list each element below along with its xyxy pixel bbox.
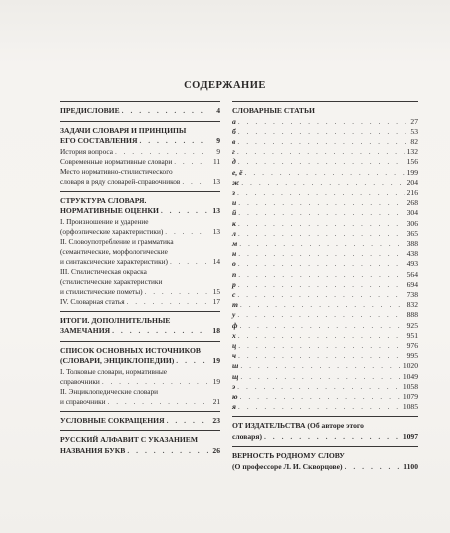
- toc-entry: [60, 147, 220, 157]
- toc-entry: [60, 157, 220, 167]
- toc-page-number: 1097: [402, 431, 418, 441]
- letter-label: а: [232, 116, 236, 126]
- toc-entry-label: II. Словоупотребление и грамматика: [60, 236, 174, 246]
- letter-entry: [232, 300, 418, 310]
- letter-label: ю: [232, 391, 238, 401]
- dot-leader: [240, 392, 401, 402]
- toc-entry-label: (СЛОВАРИ, ЭНЦИКЛОПЕДИИ): [60, 356, 175, 365]
- dot-leader: [237, 137, 406, 147]
- toc-section: [60, 101, 220, 121]
- letter-entry: [232, 198, 418, 208]
- letter-label: щ: [232, 371, 239, 381]
- toc-entry: [60, 287, 220, 297]
- letter-entry: [232, 229, 418, 239]
- page-title: СОДЕРЖАНИЕ: [184, 80, 266, 91]
- toc-page-number: 976: [406, 340, 418, 350]
- toc-page-number: 1049: [402, 371, 418, 381]
- letter-entry: [232, 178, 418, 188]
- toc-right-after: [232, 416, 418, 476]
- dot-leader: [182, 177, 208, 187]
- toc-section: [60, 121, 220, 191]
- toc-entry: [60, 297, 220, 307]
- dot-leader: [240, 300, 405, 310]
- letter-entry: [232, 137, 418, 147]
- toc-section: [232, 446, 418, 476]
- letter-label: х: [232, 330, 236, 340]
- toc-page-number: 216: [406, 187, 418, 197]
- dot-leader: [102, 377, 208, 387]
- toc-section: [60, 411, 220, 431]
- toc-section: [60, 191, 220, 311]
- letter-entry: [232, 351, 418, 361]
- dot-leader: [170, 257, 208, 267]
- toc-page-number: 199: [406, 167, 418, 177]
- toc-entry-label: УСЛОВНЫЕ СОКРАЩЕНИЯ: [60, 415, 165, 425]
- toc-entry-label: I. Толковые словари, нормативные: [60, 366, 168, 376]
- letter-label: ч: [232, 351, 236, 361]
- toc-page-number: 9: [216, 146, 220, 156]
- toc-page-number: 564: [406, 269, 418, 279]
- toc-page-number: 365: [406, 228, 418, 238]
- toc-entry-label: (орфоэпические характеристики): [60, 226, 164, 236]
- toc-page-number: 18: [212, 326, 220, 335]
- toc-heading: СЛОВАРНЫЕ СТАТЬИ: [232, 106, 315, 115]
- toc-entry: [60, 356, 220, 367]
- dot-leader: [108, 397, 208, 407]
- letter-label: в: [232, 136, 236, 146]
- dot-leader: [238, 351, 405, 361]
- letter-label: б: [232, 126, 236, 136]
- toc-page-number: 4: [216, 106, 220, 115]
- letter-entry: [232, 290, 418, 300]
- toc-entry-label: III. Стилистическая окраска: [60, 266, 147, 276]
- letter-entry: [232, 219, 418, 229]
- letter-label: з: [232, 187, 235, 197]
- toc-heading: РУССКИЙ АЛФАВИТ С УКАЗАНИЕМ: [60, 435, 199, 444]
- toc-entry-label: История вопроса: [60, 146, 113, 156]
- letter-entry: [232, 270, 418, 280]
- dot-leader: [238, 229, 405, 239]
- dot-leader: [145, 287, 208, 297]
- toc-page-number: 13: [212, 226, 220, 236]
- toc-page-number: 15: [212, 286, 220, 296]
- toc-page-number: 694: [406, 279, 418, 289]
- toc-page-number: 27: [410, 116, 418, 126]
- dot-leader: [239, 321, 404, 331]
- letter-label: к: [232, 218, 236, 228]
- dot-leader: [238, 402, 401, 412]
- dot-leader: [264, 432, 401, 443]
- dot-leader: [240, 372, 400, 382]
- letter-label: н: [232, 249, 237, 259]
- dot-leader: [245, 168, 405, 178]
- toc-page-number: 1085: [402, 402, 418, 412]
- letter-label: д: [232, 157, 236, 167]
- toc-heading: СТРУКТУРА СЛОВАРЯ.: [60, 195, 147, 205]
- letter-entry: [232, 392, 418, 402]
- dot-leader: [139, 136, 208, 147]
- toc-page-number: 925: [406, 320, 418, 330]
- toc-entry-label: (семантические, морфологические: [60, 246, 168, 256]
- dot-leader: [237, 290, 404, 300]
- toc-page-number: 53: [410, 126, 418, 136]
- dot-leader: [238, 270, 404, 280]
- toc-section: [60, 341, 220, 411]
- dot-leader: [238, 249, 404, 259]
- toc-page-number: 1079: [402, 391, 418, 401]
- toc-page-number: 1100: [403, 461, 418, 471]
- toc-entry: [60, 136, 220, 147]
- toc-page-number: 19: [212, 356, 220, 365]
- dot-leader: [237, 382, 401, 392]
- toc-page-number: 888: [406, 310, 418, 320]
- dot-leader: [238, 280, 405, 290]
- toc-entry-label: НОРМАТИВНЫЕ ОЦЕНКИ: [60, 206, 159, 215]
- toc-entry: [60, 177, 220, 187]
- letter-entry: [232, 117, 418, 127]
- dot-leader: [345, 462, 402, 473]
- toc-entry: [60, 377, 220, 387]
- dot-leader: [238, 219, 405, 229]
- toc-entry: [60, 227, 220, 237]
- toc-page-number: 304: [406, 208, 418, 218]
- toc-entry-label: Место нормативно-стилистического: [60, 166, 173, 176]
- dot-leader: [161, 206, 208, 217]
- dot-leader: [237, 188, 405, 198]
- letter-entry: [232, 402, 418, 412]
- toc-page-number: 1058: [402, 381, 418, 391]
- toc-entry: [232, 462, 418, 473]
- toc-entry: [60, 106, 220, 117]
- dot-leader: [238, 208, 404, 218]
- toc-entry-label: и синтаксические характеристики): [60, 256, 168, 266]
- letter-entry: [232, 168, 418, 178]
- toc-entry: [60, 416, 220, 427]
- dot-leader: [115, 147, 208, 157]
- toc-page-number: 82: [410, 136, 418, 146]
- letter-entry: [232, 188, 418, 198]
- dot-leader: [127, 446, 208, 457]
- letter-entry: [232, 310, 418, 320]
- letter-label: л: [232, 228, 236, 238]
- toc-page-number: 13: [212, 176, 220, 186]
- dot-leader: [239, 239, 404, 249]
- letter-entry: [232, 372, 418, 382]
- toc-entry: [232, 432, 418, 443]
- toc-page-number: 14: [212, 256, 220, 266]
- dot-leader: [237, 147, 405, 157]
- toc-page-number: 13: [212, 206, 220, 215]
- letter-index: [232, 117, 418, 417]
- letter-entry: [232, 259, 418, 269]
- toc-entry-label: I. Произношение и ударение: [60, 216, 149, 226]
- toc-page-number: 9: [216, 136, 220, 145]
- toc-entry-label: справочники: [60, 376, 100, 386]
- toc-entry: [60, 257, 220, 267]
- toc-heading: ВЕРНОСТЬ РОДНОМУ СЛОВУ: [232, 451, 345, 461]
- letter-label: о: [232, 259, 236, 269]
- dot-leader: [122, 106, 208, 117]
- letter-label: г: [232, 147, 235, 157]
- letter-label: р: [232, 279, 236, 289]
- dot-leader: [167, 416, 208, 427]
- letter-label: и: [232, 198, 237, 208]
- letter-label: т: [232, 300, 238, 310]
- toc-entry-label: IV. Словарная статья: [60, 296, 125, 306]
- toc-page-number: 204: [406, 177, 418, 187]
- letter-label: е, ё: [232, 167, 243, 177]
- toc-entry-label: словаря): [232, 431, 262, 441]
- toc-entry: [60, 397, 220, 407]
- letter-label: ц: [232, 340, 237, 350]
- letter-label: п: [232, 269, 237, 279]
- letter-label: м: [232, 238, 238, 248]
- letter-entry: [232, 331, 418, 341]
- toc-heading: СПИСОК ОСНОВНЫХ ИСТОЧНИКОВ: [60, 345, 201, 355]
- toc-right-column: [232, 101, 418, 476]
- dot-leader: [241, 178, 404, 188]
- dot-leader: [238, 127, 406, 137]
- letter-entry: [232, 341, 418, 351]
- toc-entry-label: и справочники: [60, 396, 106, 406]
- toc-page-number: 951: [406, 330, 418, 340]
- toc-page-number: 156: [406, 157, 418, 167]
- toc-heading: ОТ ИЗДАТЕЛЬСТВА (Об авторе этого: [232, 421, 364, 431]
- toc-entry-label: и стилистические пометы): [60, 286, 143, 296]
- toc-page-number: 832: [406, 300, 418, 310]
- dot-leader: [238, 341, 404, 351]
- toc-page-number: 17: [212, 296, 220, 306]
- toc-page-number: 19: [212, 376, 220, 386]
- toc-page-number: 21: [212, 396, 220, 406]
- dot-leader: [127, 297, 208, 307]
- toc-entry: [60, 326, 220, 337]
- toc-page-number: 388: [406, 238, 418, 248]
- toc-entry-label: ЕГО СОСТАВЛЕНИЯ: [60, 136, 138, 145]
- dot-leader: [238, 331, 405, 341]
- letter-entry: [232, 208, 418, 218]
- toc-entry-label: Современные нормативные словари: [60, 156, 173, 166]
- letter-label: й: [232, 208, 237, 218]
- letter-entry: [232, 239, 418, 249]
- toc-entry-label: словаря в ряду словарей-справочников: [60, 176, 181, 186]
- toc-entry-label: II. Энциклопедические словари: [60, 386, 159, 396]
- dot-leader: [238, 117, 406, 127]
- dot-leader: [240, 361, 400, 371]
- dot-leader: [238, 198, 404, 208]
- toc-page-number: 995: [406, 351, 418, 361]
- letter-entry: [232, 321, 418, 331]
- dot-leader: [238, 157, 405, 167]
- toc-entry-label: ЗАМЕЧАНИЯ: [60, 326, 111, 335]
- dot-leader: [174, 157, 208, 167]
- letter-entry: [232, 157, 418, 167]
- toc-entry-label: (О профессоре Л. И. Скворцове): [232, 461, 343, 471]
- letter-label: ж: [232, 177, 240, 187]
- letter-entry: [232, 147, 418, 157]
- letter-label: ф: [232, 320, 238, 330]
- toc-page-number: 738: [406, 289, 418, 299]
- toc-entry: [60, 446, 220, 457]
- toc-page-number: 23: [212, 415, 220, 425]
- letter-label: я: [232, 402, 236, 412]
- toc-page-number: 26: [212, 445, 220, 455]
- toc-section: [60, 430, 220, 460]
- toc-page-number: 306: [406, 218, 418, 228]
- dot-leader: [112, 326, 208, 337]
- toc-page-number: 132: [406, 147, 418, 157]
- toc-heading: ЗАДАЧИ СЛОВАРЯ И ПРИНЦИПЫ: [60, 125, 187, 135]
- toc-page-number: 1020: [402, 361, 418, 371]
- dot-leader: [176, 356, 208, 367]
- toc-entry-label: НАЗВАНИЯ БУКВ: [60, 445, 126, 455]
- letter-entry: [232, 280, 418, 290]
- toc-page-number: 268: [406, 198, 418, 208]
- toc-section-dictionary-entries: [232, 101, 418, 416]
- toc-section: [60, 311, 220, 341]
- letter-entry: [232, 127, 418, 137]
- dot-leader: [237, 310, 404, 320]
- toc-heading: ИТОГИ. ДОПОЛНИТЕЛЬНЫЕ: [60, 315, 171, 325]
- letter-label: с: [232, 289, 236, 299]
- toc-entry-label: (стилистические характеристики: [60, 276, 163, 286]
- toc-entry: [60, 206, 220, 217]
- toc-entry-label: ПРЕДИСЛОВИЕ: [60, 106, 120, 115]
- letter-entry: [232, 249, 418, 259]
- letter-label: у: [232, 310, 236, 320]
- toc-section: [232, 416, 418, 446]
- toc-left-column: [60, 101, 220, 460]
- letter-entry: [232, 382, 418, 392]
- dot-leader: [238, 259, 405, 269]
- dot-leader: [165, 227, 208, 237]
- letter-label: ш: [232, 361, 239, 371]
- letter-entry: [232, 361, 418, 371]
- toc-page-number: 493: [406, 259, 418, 269]
- toc-page-number: 11: [212, 156, 220, 166]
- toc-page-number: 438: [406, 249, 418, 259]
- letter-label: э: [232, 381, 236, 391]
